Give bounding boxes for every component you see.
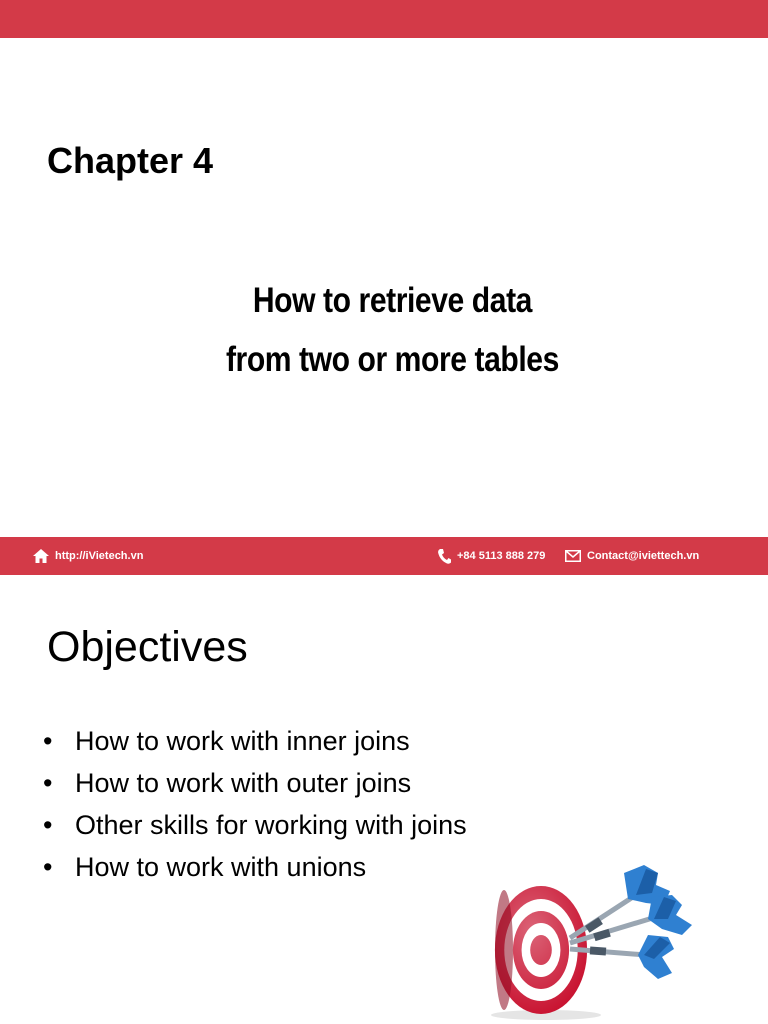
- footer-website[interactable]: [33, 537, 143, 575]
- bullet-dot: •: [43, 810, 53, 840]
- subtitle-line-2: from two or more tables: [225, 340, 559, 379]
- bullet-text: How to work with inner joins: [75, 726, 410, 756]
- website-link[interactable]: http://iVietech.vn: [55, 550, 144, 562]
- bullet-dot: •: [43, 768, 53, 798]
- phone-icon: [438, 549, 451, 564]
- email-link[interactable]: Contact@iviettech.vn: [587, 550, 700, 562]
- mail-icon: [565, 550, 581, 562]
- list-item: [43, 723, 467, 765]
- dartboard-target-icon: [486, 855, 701, 1020]
- footer-email[interactable]: [565, 537, 699, 575]
- objectives-list: [43, 723, 467, 891]
- footer-bar: [0, 537, 768, 575]
- objectives-title: Objectives: [47, 623, 248, 671]
- bullet-dot: •: [43, 852, 53, 882]
- bullet-dot: •: [43, 726, 53, 756]
- bullet-text: How to work with outer joins: [75, 768, 412, 798]
- top-red-bar: [0, 0, 768, 38]
- phone-number[interactable]: +84 5113 888 279: [457, 550, 546, 562]
- chapter-title: Chapter 4: [47, 140, 214, 181]
- list-item: [43, 807, 467, 849]
- home-icon: [33, 549, 49, 563]
- list-item: [43, 849, 467, 891]
- footer-phone[interactable]: [438, 537, 545, 575]
- subtitle-line-1: How to retrieve data: [252, 281, 532, 320]
- bullet-text: How to work with unions: [75, 852, 367, 882]
- bullet-text: Other skills for working with joins: [75, 810, 467, 840]
- list-item: [43, 765, 467, 807]
